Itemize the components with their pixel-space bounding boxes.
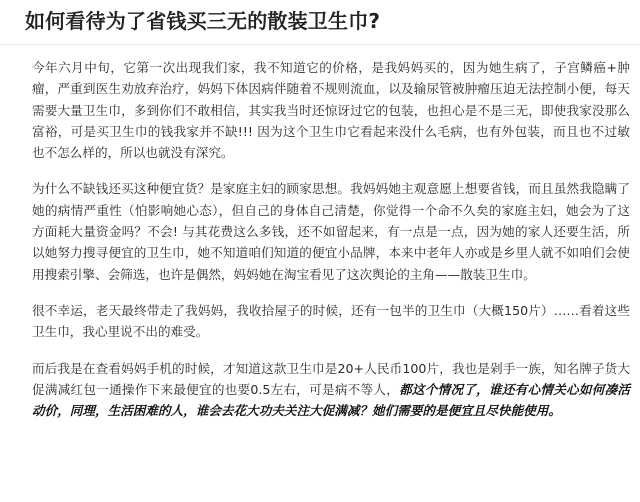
title-divider	[0, 44, 640, 45]
title-bar	[0, 0, 640, 44]
paragraph-3: 很不幸运，老天最终带走了我妈妈，我收拾屋子的时候，还有一包半的卫生巾（大概150片）……看着这些卫生巾，我心里说不出的难受。	[32, 302, 630, 340]
paragraph-4	[32, 358, 630, 422]
paragraph-1: 今年六月中旬，它第一次出现我们家，我不知道它的价格，是我妈妈买的，因为她生病了，子宫鳞癌+肿瘤，严重到医生劝放弃治疗，妈妈下体因病伴随着不规则流血，以及输尿管被肿瘤压迫无法控制小便，每天需要大量卫生巾，多到你们不敢相信，其实我当时还惊讶过它的包装，也担心是不是三无，即使我家没那么富裕，可是买卫生巾的钱我家并不缺!!! 因为这个卫生巾它看起来没什么毛病，也有外包装，而且也不过敏也不怎么样的，所以也就没有深究。	[32, 60, 630, 161]
paragraph-4-plain: 而后我是在查看妈妈手机的时候，才知道这款卫生巾是20+人民币100片，我也是剁手一族，知名牌子货大促满减红包一通操作下来最便宜的也要0.5左右，可是病不等人，	[32, 360, 630, 397]
paragraph-4-emphasis: 都这个情况了，谁还有心情关心如何凑活动价，同理，生活困难的人，谁会去花大功夫关注大促满减？她们需要的是便宜且尽快能使用。	[32, 381, 630, 419]
paragraph-2: 为什么不缺钱还买这种便宜货？是家庭主妇的顾家思想。我妈妈她主观意愿上想要省钱，而且虽然我隐瞒了她的病情严重性（怕影响她心态），但自己的身体自己清楚，你觉得一个命不久矣的家庭主妇，她会为了这方面耗大量资金吗？不会! 与其花费这么多钱，还不如留起来，有一点是一点，因为她的家人还要生活，所以她努力搜寻便宜的卫生巾，她不知道咱们知道的便宜小品牌，本来中老年人亦或是乡里人就不如咱们会使用搜索引擎、会筛选，也许是偶然，妈妈她在淘宝看见了这次舆论的主角——散装卫生巾。	[32, 181, 630, 282]
article-body	[32, 57, 630, 436]
page-title: 如何看待为了省钱买三无的散装卫生巾?	[25, 9, 381, 33]
